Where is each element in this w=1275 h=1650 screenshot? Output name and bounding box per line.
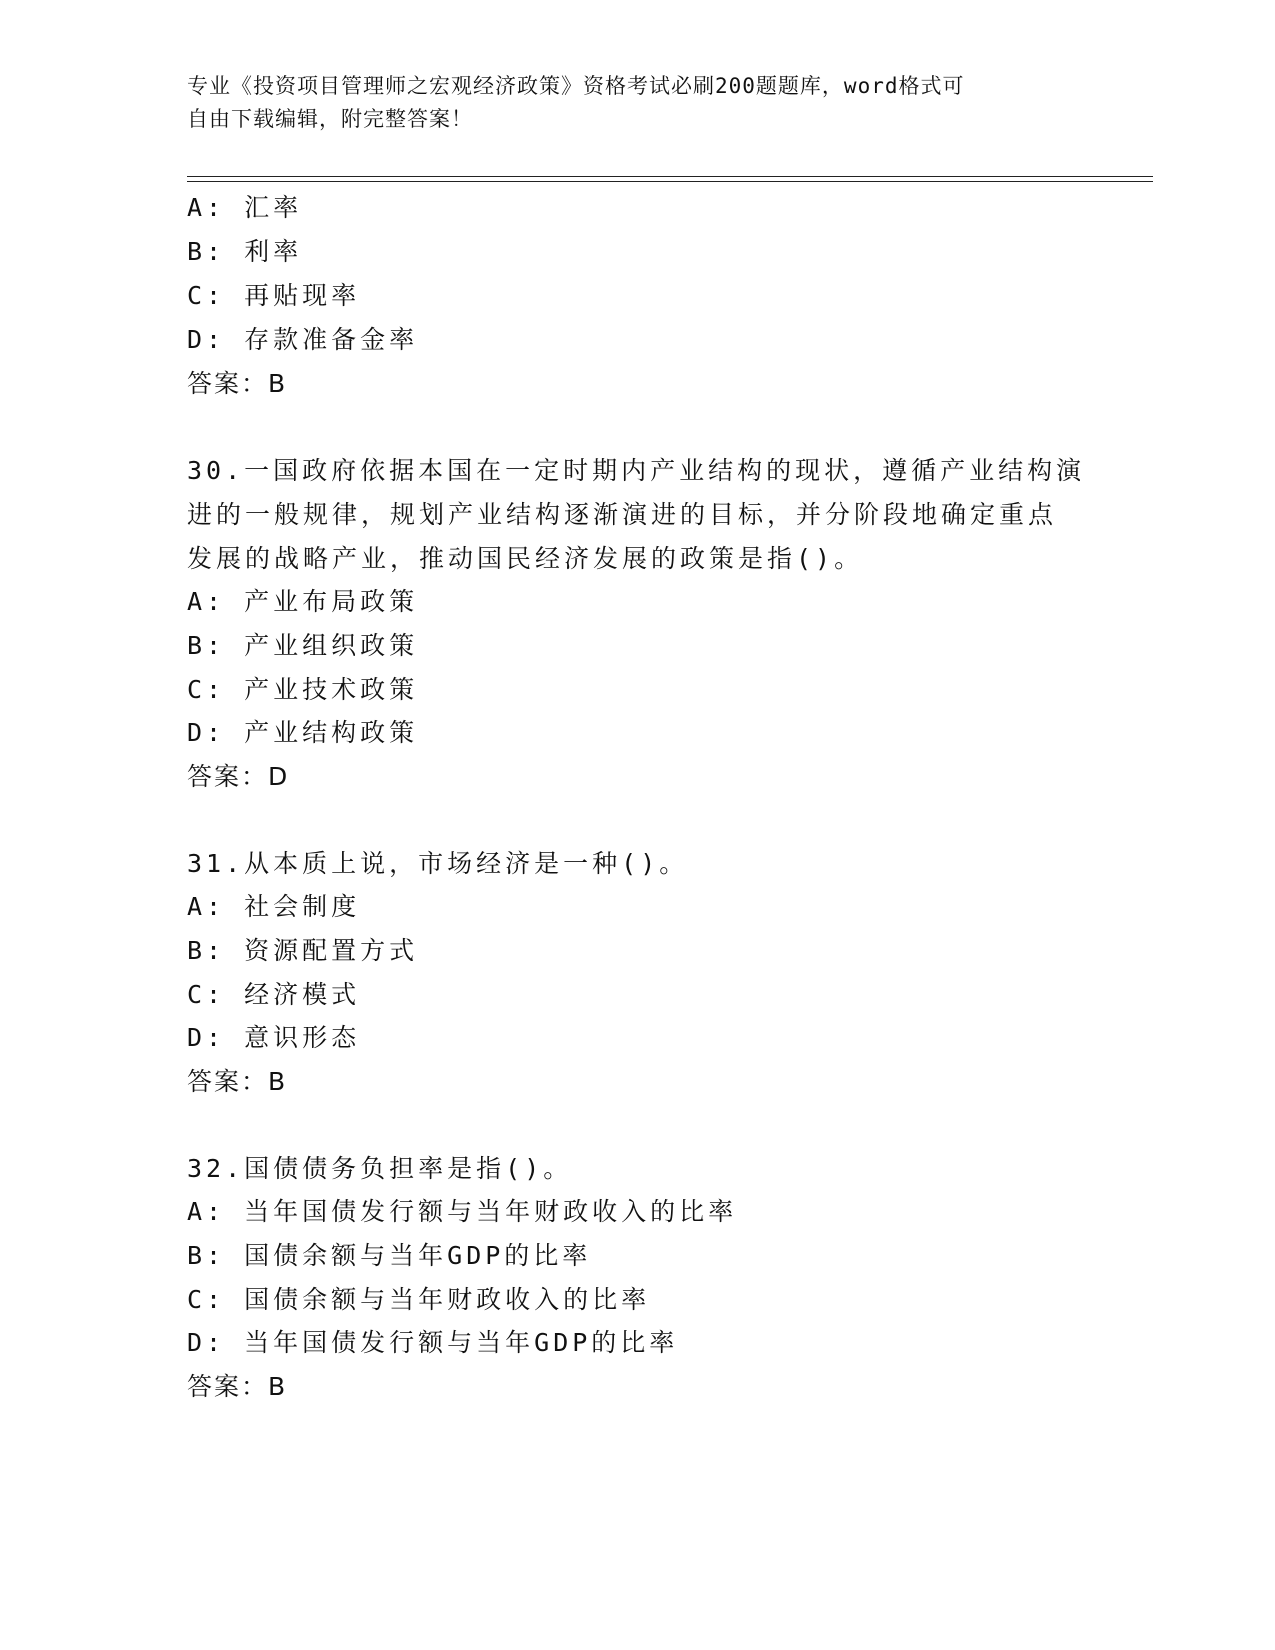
q30-option-a: A: 产业布局政策 [187, 587, 419, 616]
q30-option-d: D: 产业结构政策 [187, 718, 419, 747]
q31-option-b: B: 资源配置方式 [187, 936, 419, 965]
q30-stem-line-3: 发展的战略产业，推动国民经济发展的政策是指()。 [187, 544, 864, 573]
q32-option-c: C: 国债余额与当年财政收入的比率 [187, 1285, 651, 1314]
q31-stem: 31.从本质上说，市场经济是一种()。 [187, 849, 689, 878]
q32-option-b: B: 国债余额与当年GDP的比率 [187, 1241, 592, 1270]
q29-option-b: B: 利率 [187, 237, 303, 266]
document-header [187, 70, 1067, 136]
q30-option-c: C: 产业技术政策 [187, 675, 419, 704]
q32-option-d: D: 当年国债发行额与当年GDP的比率 [187, 1328, 679, 1357]
header-rule-bottom [187, 181, 1153, 182]
header-line-1: 专业《投资项目管理师之宏观经济政策》资格考试必刷200题题库，word格式可 [187, 74, 965, 98]
q32-option-a: A: 当年国债发行额与当年财政收入的比率 [187, 1197, 738, 1226]
q31-answer: 答案：B [187, 1067, 288, 1096]
q32-stem: 32.国债债务负担率是指()。 [187, 1154, 573, 1183]
q31-option-d: D: 意识形态 [187, 1023, 361, 1052]
header-line-2: 自由下载编辑，附完整答案！ [187, 107, 473, 131]
q30-stem-line-2: 进的一般规律，规划产业结构逐渐演进的目标，并分阶段地确定重点 [187, 500, 1058, 529]
q31-option-c: C: 经济模式 [187, 980, 361, 1009]
q32-answer: 答案：B [187, 1372, 288, 1401]
q29-option-d: D: 存款准备金率 [187, 325, 419, 354]
q30-answer: 答案：D [187, 762, 290, 791]
q30-stem-line-1: 30.一国政府依据本国在一定时期内产业结构的现状，遵循产业结构演 [187, 456, 1086, 485]
q29-option-c: C: 再贴现率 [187, 281, 361, 310]
header-rule-top [187, 176, 1153, 177]
q31-option-a: A: 社会制度 [187, 892, 361, 921]
q29-option-a: A: 汇率 [187, 193, 303, 222]
q30-option-b: B: 产业组织政策 [187, 631, 419, 660]
q29-answer: 答案：B [187, 369, 288, 398]
